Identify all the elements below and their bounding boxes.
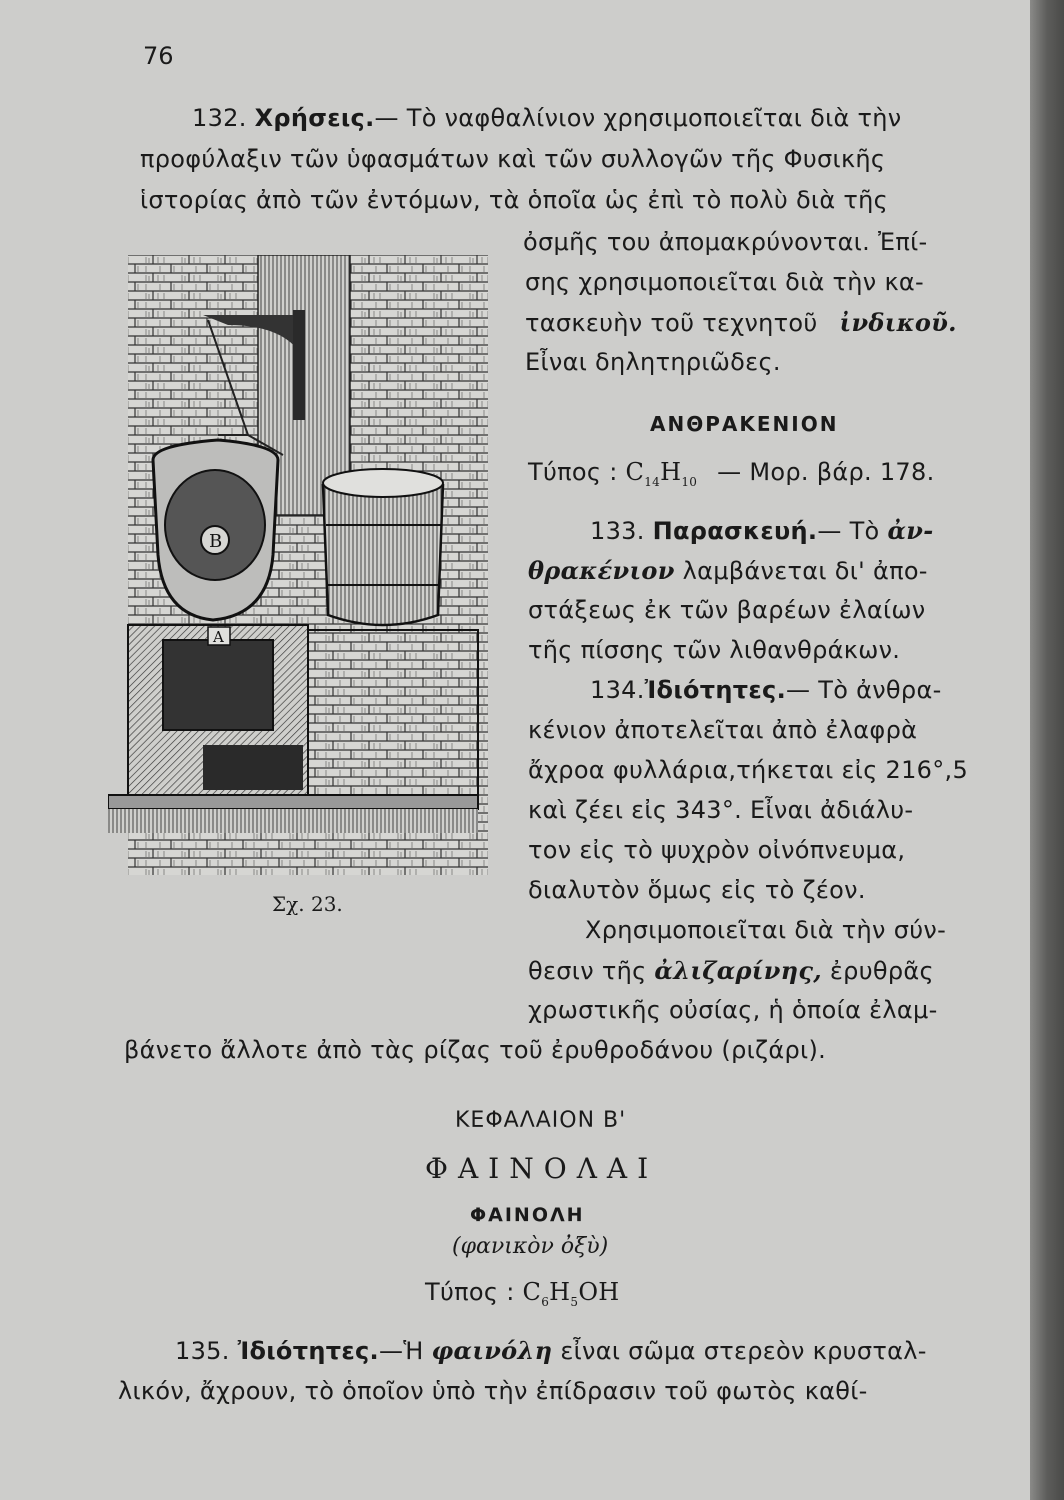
s134-line-10: βάνετο ἄλλοτε ἀπὸ τὰς ρίζας τοῦ ἐρυθροδάνου (ριζάρι). xyxy=(124,1036,827,1064)
phenol-formula-line: Τύπος : $C_6H_5OH$ xyxy=(425,1278,620,1309)
label-a: A xyxy=(213,628,224,646)
phenol-formula: $C_6H_5OH$ xyxy=(522,1278,620,1309)
s134-line-8: θεσιν τῆς ἀλιζαρίνης, ἐρυθρᾶς xyxy=(528,956,934,985)
s133-title: Παρασκευή. xyxy=(652,517,818,545)
s135-number: 135. xyxy=(175,1337,230,1365)
bracket-post xyxy=(293,310,305,420)
s133-number: 133. xyxy=(590,517,645,545)
figure-caption: Σχ. 23. xyxy=(272,892,343,916)
s132-line-1: 132. Χρήσεις.— Τὸ ναφθαλίνιον χρησιμοποιεῖται διὰ τὴν xyxy=(192,104,902,132)
s133-line-2: θρακένιον λαμβάνεται δι' ἀπο- xyxy=(528,556,928,585)
s135-line-2: λικόν, ἄχρουν, τὸ ὁποῖον ὑπὸ τὴν ἐπίδρασιν τοῦ φωτὸς καθί- xyxy=(118,1377,868,1405)
s133-line-1: 133. Παρασκευή.— Τὸ ἀν- xyxy=(590,516,934,545)
s132-line-7: Εἶναι δηλητηριῶδες. xyxy=(525,348,781,376)
s132-number: 132. xyxy=(192,104,247,132)
book-binding xyxy=(1030,0,1064,1500)
s132-line-4: ὀσμῆς του ἀπομακρύνονται. Ἐπί- xyxy=(523,228,928,256)
chapter-label: ΚΕΦΑΛΑΙΟΝ Β' xyxy=(455,1108,627,1133)
s132-line-5: σης χρησιμοποιεῖται διὰ τὴν κα- xyxy=(525,268,924,296)
s133-line-3: στάξεως ἐκ τῶν βαρέων ἐλαίων xyxy=(528,596,926,624)
anthracene-formula: $C_{14}H_{10}$ xyxy=(625,458,698,489)
s134-number: 134. xyxy=(590,676,645,704)
label-b: B xyxy=(209,531,223,552)
s134-title: Ἰδιότητες. xyxy=(644,676,786,704)
s132-title: Χρήσεις. xyxy=(254,104,375,132)
page-number: 76 xyxy=(143,42,174,70)
s133-line-4: τῆς πίσσης τῶν λιθανθράκων. xyxy=(528,636,901,664)
indigo-term: ἰνδικοῦ. xyxy=(839,308,957,337)
phenol-alt-name: (φανικὸν ὀξὺ) xyxy=(452,1234,609,1259)
alizarin-term: ἀλιζαρίνης, xyxy=(654,956,822,985)
retort-a xyxy=(163,640,273,730)
figure-23-apparatus xyxy=(108,255,488,875)
anthracene-heading: ΑΝΘΡΑΚΕΝΙΟΝ xyxy=(650,412,839,436)
s132-line-2: προφύλαξιν τῶν ὑφασμάτων καὶ τῶν συλλογῶν τῆς Φυσικῆς xyxy=(140,145,886,173)
s134-line-1: 134.Ἰδιότητες.— Τὸ ἀνθρα- xyxy=(590,676,942,704)
anthracene-formula-line: Τύπος : $C_{14}H_{10}$ — Μορ. βάρ. 178. xyxy=(528,458,935,489)
s135-line-1: 135. Ἰδιότητες.—Ἡ φαινόλη εἶναι σῶμα στερεὸν κρυσταλ- xyxy=(175,1336,927,1365)
s134-line-4: καὶ ζέει εἰς 343°. Εἶναι ἀδιάλυ- xyxy=(528,796,914,824)
floor-ledge xyxy=(108,795,478,809)
s132-line-6: τασκευὴν τοῦ τεχνητοῦ ἰνδικοῦ. xyxy=(525,308,957,337)
s135-title: Ἰδιότητες. xyxy=(237,1337,379,1365)
s134-line-9: χρωστικῆς οὐσίας, ἡ ὁποία ἐλαμ- xyxy=(528,996,938,1024)
phenol-term: φαινόλη xyxy=(431,1336,553,1365)
s134-line-2: κένιον ἀποτελεῖται ἀπὸ ἐλαφρὰ xyxy=(528,716,918,744)
phenol-heading: ΦΑΙΝΟΛΗ xyxy=(470,1204,585,1226)
molar-mass: — Μορ. βάρ. 178. xyxy=(717,458,935,486)
s134-line-5: τον εἰς τὸ ψυχρὸν οἰνόπνευμα, xyxy=(528,836,906,864)
chapter-title: ΦΑΙΝΟΛΑΙ xyxy=(425,1152,659,1185)
s134-line-6: διαλυτὸν ὅμως εἰς τὸ ζέον. xyxy=(528,876,866,904)
firebox xyxy=(203,745,303,790)
s134-line-3: ἄχροα φυλλάρια,τήκεται εἰς 216°,5 xyxy=(528,756,969,784)
s132-line-3: ἱστορίας ἀπὸ τῶν ἐντόμων, τὰ ὁποῖα ὡς ἐπὶ τὸ πολὺ διὰ τῆς xyxy=(140,186,889,214)
brick-base xyxy=(308,630,478,795)
s134-line-7: Χρησιμοποιεῖται διὰ τὴν σύν- xyxy=(585,916,947,944)
